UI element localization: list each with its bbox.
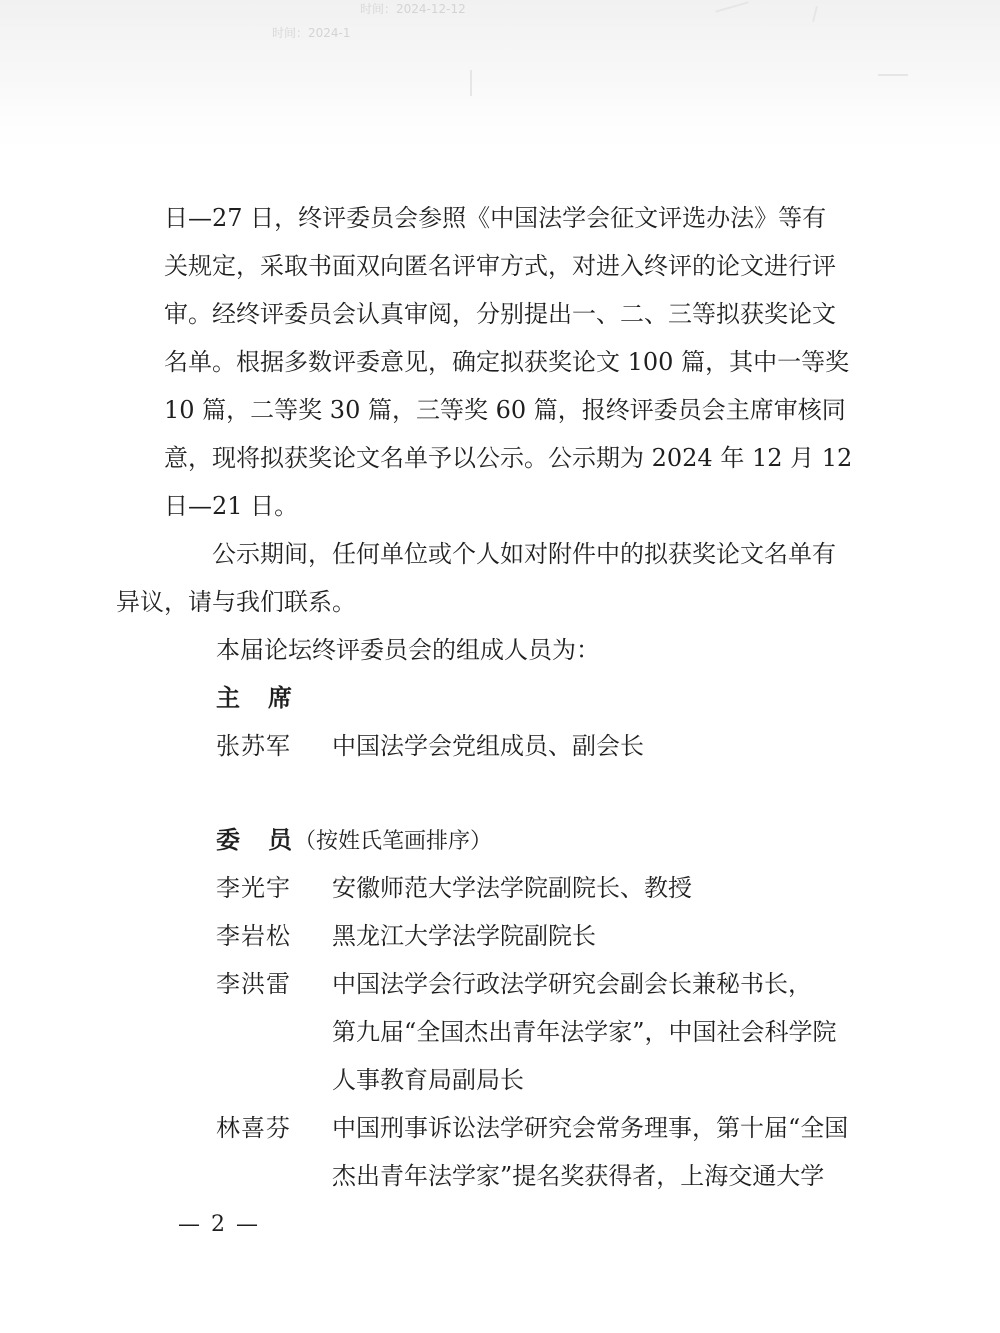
text-line: 日—27 日，终评委员会参照《中国法学会征文评选办法》等有 bbox=[164, 204, 827, 232]
members-heading-label: 委 员 bbox=[216, 826, 294, 854]
chair-heading: 主 席 bbox=[216, 684, 294, 712]
person-name: 林喜芬 bbox=[216, 1114, 291, 1142]
body-paragraph bbox=[164, 194, 864, 530]
committee-intro: 本届论坛终评委员会的组成人员为： bbox=[216, 636, 600, 664]
person-title bbox=[332, 960, 868, 1104]
scan-artifact bbox=[878, 74, 908, 76]
text-line: 日—21 日。 bbox=[164, 492, 299, 520]
title-line: 人事教育局副局长 bbox=[332, 1066, 524, 1094]
title-line: 杰出青年法学家”提名奖获得者，上海交通大学 bbox=[332, 1162, 825, 1190]
page-number: — 2 — bbox=[178, 1212, 260, 1237]
text-line: 10 篇，二等奖 30 篇，三等奖 60 篇，报终评委员会主席审核同 bbox=[164, 396, 846, 424]
text-line: 意，现将拟获奖论文名单予以公示。公示期为 2024 年 12 月 12 bbox=[164, 444, 853, 472]
member-entry bbox=[216, 1104, 868, 1200]
member-entry bbox=[216, 960, 868, 1104]
members-heading bbox=[216, 816, 492, 866]
title-line: 第九届“全国杰出青年法学家”，中国社会科学院 bbox=[332, 1018, 837, 1046]
sort-note: （按姓氏笔画排序） bbox=[294, 829, 493, 854]
person-title bbox=[332, 722, 868, 770]
text-line: 公示期间，任何单位或个人如对附件中的拟获奖论文名单有 bbox=[212, 540, 836, 568]
person-title bbox=[332, 864, 868, 912]
scan-artifact bbox=[715, 1, 748, 12]
scan-header-shadow bbox=[0, 0, 1000, 150]
text-line: 异议，请与我们联系。 bbox=[116, 588, 356, 616]
person-name: 李光宇 bbox=[216, 874, 291, 902]
scan-watermark-text: 时间：2024-1 bbox=[272, 26, 351, 40]
title-line: 安徽师范大学法学院副院长、教授 bbox=[332, 874, 692, 902]
person-name: 李岩松 bbox=[216, 922, 291, 950]
person-name: 张苏军 bbox=[216, 732, 291, 760]
person-title bbox=[332, 912, 868, 960]
scan-artifact bbox=[812, 6, 818, 22]
title-line: 中国刑事诉讼法学研究会常务理事，第十届“全国 bbox=[332, 1114, 849, 1142]
chair-entry bbox=[216, 722, 868, 770]
title-line: 中国法学会行政法学研究会副会长兼秘书长， bbox=[332, 970, 812, 998]
person-name: 李洪雷 bbox=[216, 970, 291, 998]
title-line: 中国法学会党组成员、副会长 bbox=[332, 732, 644, 760]
member-entry bbox=[216, 912, 868, 960]
person-title bbox=[332, 1104, 868, 1200]
member-entry bbox=[216, 864, 868, 912]
title-line: 黑龙江大学法学院副院长 bbox=[332, 922, 596, 950]
text-line: 名单。根据多数评委意见，确定拟获奖论文 100 篇，其中一等奖 bbox=[164, 348, 850, 376]
body-paragraph bbox=[116, 530, 864, 626]
scan-artifact bbox=[470, 70, 472, 96]
scan-watermark-text: 时间：2024-12-12 bbox=[360, 2, 466, 16]
text-line: 审。经终评委员会认真审阅，分别提出一、二、三等拟获奖论文 bbox=[164, 300, 836, 328]
text-line: 关规定，采取书面双向匿名评审方式，对进入终评的论文进行评 bbox=[164, 252, 836, 280]
